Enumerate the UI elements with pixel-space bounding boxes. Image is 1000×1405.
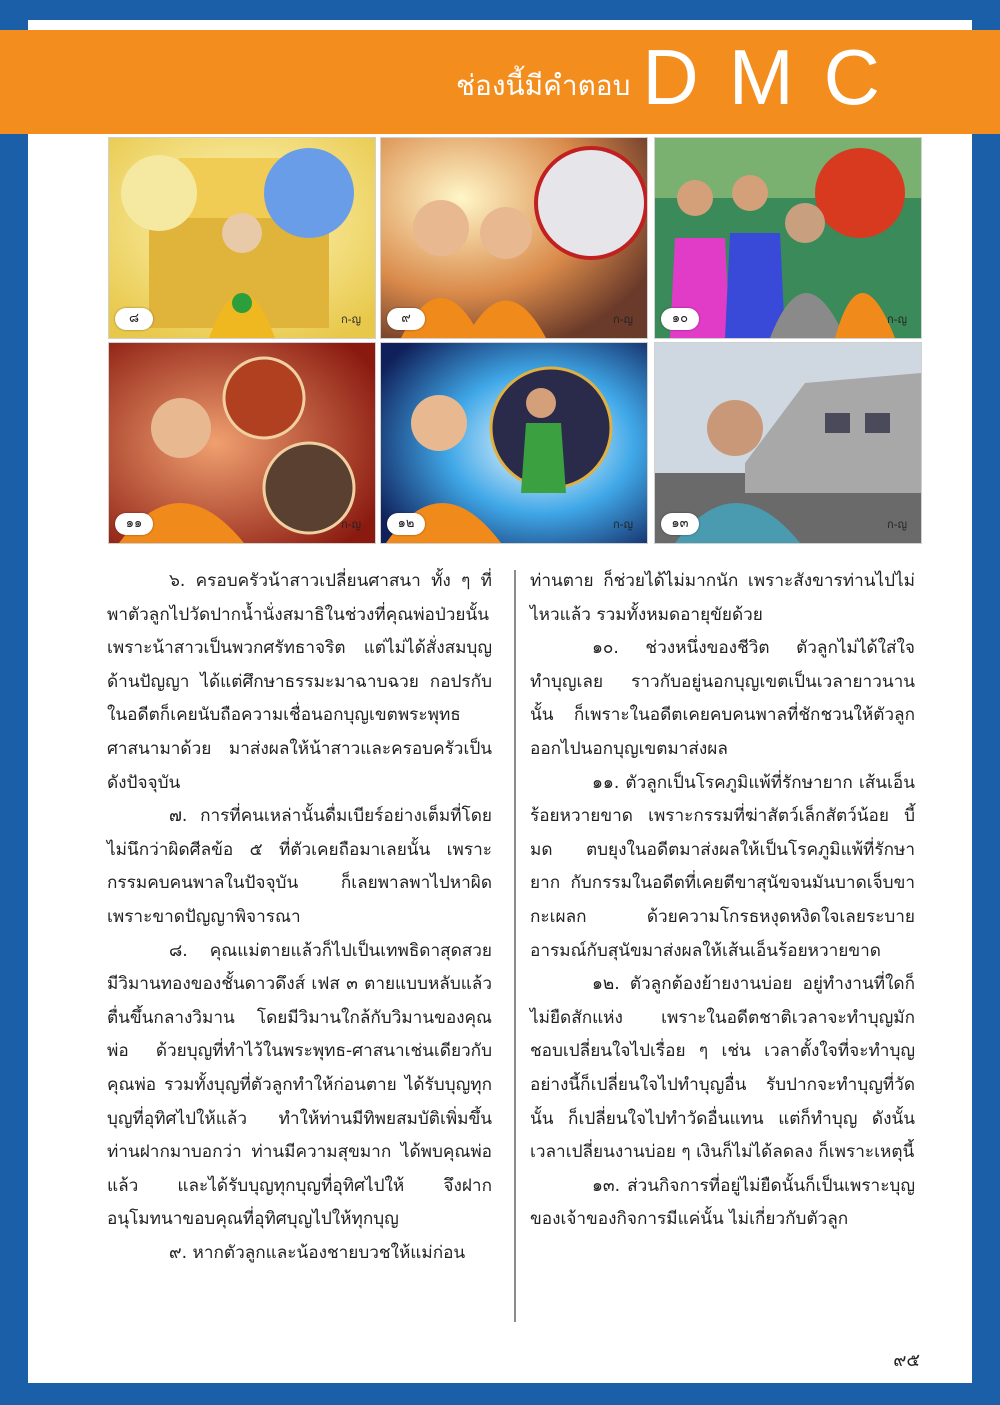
paragraph-6: ๖. ครอบครัวน้าสาวเปลี่ยนศาสนา ทั้ง ๆ ที่พาตัวลูกไปวัดปากน้ำนั่งสมาธิในช่วงที่คุณพ่อป่วยนั้น เพราะน้าสาวเป็นพวกศรัทธาจริต แต่ไม่ได้สั่งสมบุญด้านปัญญา ได้แต่ศึกษาธรรมะมาฉาบฉวย กอปรกับในอดีตก็เคยนับถือความเชื่อนอกบุญเขตพระพุทธศาสนามาด้วย มาส่งผลให้น้าสาวและครอบครัวเป็นดังปัจจุบัน — [107, 571, 492, 793]
paragraph-9-cont: ท่านตาย ก็ช่วยได้ไม่มากนัก เพราะสังขารท่านไปไม่ไหวแล้ว รวมทั้งหมดอายุขัยด้วย — [530, 571, 915, 625]
left-text-column — [107, 565, 492, 1270]
illustration-number: ๘ — [115, 308, 153, 330]
right-text-column — [530, 565, 915, 1237]
illustration-signature: ก-ญ — [340, 518, 361, 531]
illustration-number: ๑๑ — [115, 513, 153, 535]
paragraph-12: ๑๒. ตัวลูกต้องย้ายงานบ่อย อยู่ทำงานที่ใดก็ไม่ยืดสักแห่ง เพราะในอดีตชาติเวลาจะทำบุญมักชอบเปลี่ยนใจไปเรื่อย ๆ เช่น เวลาตั้งใจที่จะทำบุญอย่างนี้ก็เปลี่ยนใจไปทำบุญอื่น รับปากจะทำบุญที่วัดนั้น ก็เปลี่ยนใจไปทำวัดอื่นแทน แต่ก็ทำบุญ ดังนั้นเวลาเปลี่ยนงานบ่อย ๆ เงินก็ไม่ได้ลดลง ก็เพราะเหตุนี้ — [530, 974, 915, 1163]
frame-right — [972, 0, 1000, 1405]
paragraph-9-start: ๙. หากตัวลูกและน้องชายบวชให้แม่ก่อน — [169, 1242, 466, 1263]
illustration-9 — [380, 137, 648, 339]
illustration-signature: ก-ญ — [886, 518, 907, 531]
frame-left — [0, 0, 28, 1405]
frame-bottom — [0, 1383, 1000, 1405]
illustration-10 — [654, 137, 922, 339]
illustration-8-art — [109, 138, 375, 338]
paragraph-10: ๑๐. ช่วงหนึ่งของชีวิต ตัวลูกไม่ได้ใส่ใจทำบุญเลย ราวกับอยู่นอกบุญเขตเป็นเวลายาวนานนั้น ก็เพราะในอดีตเคยคบคนพาลที่ชักชวนให้ตัวลูกออกไปนอกบุญเขตมาส่งผล — [530, 638, 915, 759]
illustration-13 — [654, 342, 922, 544]
illustration-number: ๑๓ — [661, 513, 699, 535]
illustration-13-art — [655, 343, 921, 543]
illustration-number: ๑๐ — [661, 308, 699, 330]
illustration-number: ๙ — [387, 308, 425, 330]
header-band — [0, 30, 1000, 134]
illustration-signature: ก-ญ — [612, 313, 633, 326]
page-number: ๙๕ — [893, 1350, 920, 1371]
illustration-signature: ก-ญ — [886, 313, 907, 326]
paragraph-11: ๑๑. ตัวลูกเป็นโรคภูมิแพ้ที่รักษายาก เส้นเอ็นร้อยหวายขาด เพราะกรรมที่ฆ่าสัตว์เล็กสัตว์น้อย บี้มด ตบยุงในอดีตมาส่งผลให้เป็นโรคภูมิแพ้ที่รักษายาก กับกรรมในอดีตที่เคยตีขาสุนัขจนมันบาดเจ็บขากะเผลก ด้วยความโกรธหงุดหงิดใจเลยระบายอารมณ์กับสุนัขมาส่งผลให้เส้นเอ็นร้อยหวายขาด — [530, 772, 915, 961]
illustration-signature: ก-ญ — [612, 518, 633, 531]
paragraph-8: ๘. คุณแม่ตายแล้วก็ไปเป็นเทพธิดาสุดสวย มีวิมานทองของชั้นดาวดึงส์ เฟส ๓ ตายแบบหลับแล้วตื่นขึ้นกลางวิมาน โดยมีวิมานใกล้กับวิมานของคุณพ่อ ด้วยบุญที่ทำไว้ในพระพุทธ-ศาสนาเช่นเดียวกับคุณพ่อ รวมทั้งบุญที่ตัวลูกทำให้ก่อนตาย ได้รับบุญทุกบุญที่อุทิศไปให้แล้ว ทำให้ท่านมีทิพยสมบัติเพิ่มขึ้น ท่านฝากมาบอกว่า ท่านมีความสุขมาก ได้พบคุณพ่อแล้ว และได้รับบุญทุกบุญที่อุทิศไปให้ จึงฝากอนุโมทนาขอบคุณที่อุทิศบุญไปให้ทุกบุญ — [107, 940, 492, 1230]
illustration-grid — [108, 137, 920, 542]
paragraph-13: ๑๓. ส่วนกิจการที่อยู่ไม่ยืดนั้นก็เป็นเพราะบุญของเจ้าของกิจการมีแค่นั้น ไม่เกี่ยวกับตัวลูก — [530, 1175, 915, 1230]
illustration-12-art — [381, 343, 647, 543]
header-subtitle: ช่องนี้มีคำตอบ — [456, 69, 631, 102]
frame-top — [0, 0, 1000, 20]
illustration-11 — [108, 342, 376, 544]
illustration-signature: ก-ญ — [340, 313, 361, 326]
illustration-10-art — [655, 138, 921, 338]
header-brand: DMC — [642, 33, 910, 121]
illustration-11-art — [109, 343, 375, 543]
illustration-12 — [380, 342, 648, 544]
illustration-number: ๑๒ — [387, 513, 425, 535]
paragraph-7: ๗. การที่คนเหล่านั้นดื่มเบียร์อย่างเต็มที่โดยไม่นึกว่าผิดศีลข้อ ๕ ที่ตัวเคยถือมาเลยนั้น เพราะกรรมคบคนพาลในปัจจุบัน ก็เลยพาลพาไปหาผิด เพราะขาดปัญญาพิจารณา — [107, 806, 492, 927]
column-divider — [514, 570, 516, 1322]
illustration-8 — [108, 137, 376, 339]
illustration-9-art — [381, 138, 647, 338]
